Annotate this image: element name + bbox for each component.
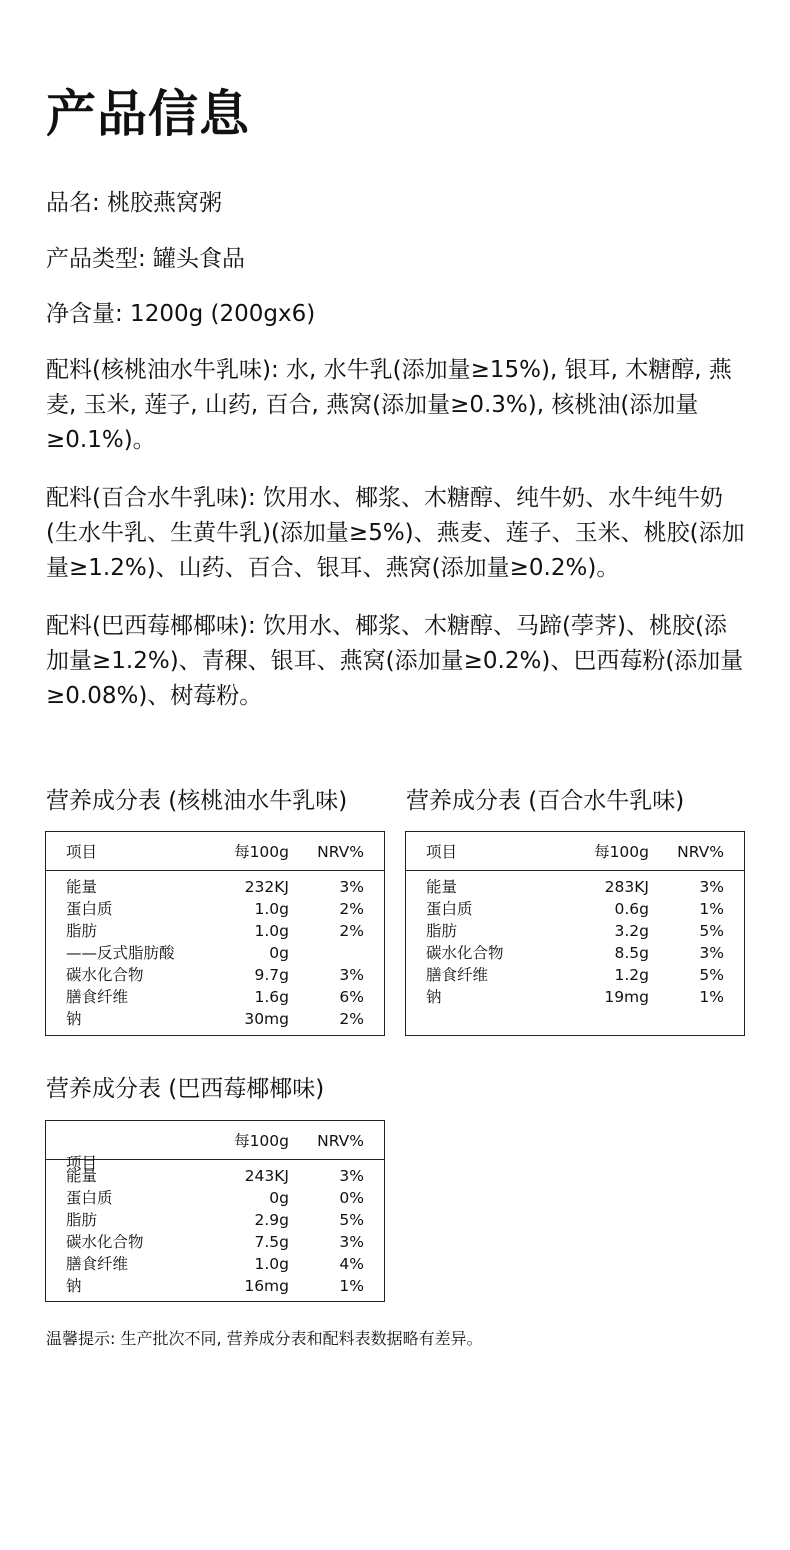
row-value: 0g (269, 1189, 289, 1207)
product-name: 品名: 桃胶燕窝粥 (46, 190, 223, 216)
row-nrv: 2% (339, 922, 364, 940)
nutrition-table-title-lily: 营养成分表 (百合水牛乳味) (406, 788, 685, 814)
row-name: 蛋白质 (66, 900, 113, 918)
table-row (406, 986, 744, 1008)
row-name: 碳水化合物 (66, 966, 144, 984)
row-name: 钠 (66, 1010, 82, 1028)
table-row (46, 942, 384, 964)
row-value: 7.5g (254, 1233, 289, 1251)
row-value: 243KJ (244, 1167, 289, 1185)
row-name: ——反式脂肪酸 (66, 944, 175, 962)
header-nrv: NRV% (317, 1132, 364, 1150)
row-value: 19mg (604, 988, 649, 1006)
nutrition-table-acai (45, 1120, 385, 1302)
nutrition-table-title-walnut: 营养成分表 (核桃油水牛乳味) (46, 788, 348, 814)
row-nrv: 3% (339, 1233, 364, 1251)
table-row (406, 942, 744, 964)
row-nrv: 1% (699, 900, 724, 918)
row-name: 碳水化合物 (426, 944, 504, 962)
table-row (46, 986, 384, 1008)
row-name: 能量 (426, 878, 458, 896)
row-value: 16mg (244, 1277, 289, 1295)
header-per100g: 每100g (594, 843, 649, 861)
row-value: 9.7g (254, 966, 289, 984)
table-row (46, 920, 384, 942)
nutrition-table-walnut (45, 831, 385, 1036)
row-name: 能量 (66, 878, 98, 896)
ingredients-lily-buffalo-milk: 配料(百合水牛乳味): 饮用水、椰浆、木糖醇、纯牛奶、水牛纯牛奶(生水牛乳、生黄牛乳)(添加量≥5%)、燕麦、莲子、玉米、桃胶(添加量≥1.2%)、山药、百合、银耳、燕窝(添加量≥0.2%)。 (46, 485, 745, 581)
row-nrv: 1% (339, 1277, 364, 1295)
row-name: 蛋白质 (66, 1189, 113, 1207)
table-row (46, 1253, 384, 1275)
row-value: 8.5g (614, 944, 649, 962)
ingredients-acai-coconut: 配料(巴西莓椰椰味): 饮用水、椰浆、木糖醇、马蹄(荸荠)、桃胶(添加量≥1.2%)、青稞、银耳、燕窝(添加量≥0.2%)、巴西莓粉(添加量≥0.08%)、树莓粉。 (46, 613, 744, 709)
table-row (46, 1165, 384, 1187)
table-header (406, 832, 744, 871)
net-content: 净含量: 1200g (200gx6) (46, 301, 316, 327)
table-row (406, 964, 744, 986)
nutrition-table-lily (405, 831, 745, 1036)
row-name: 脂肪 (426, 922, 458, 940)
row-nrv: 5% (699, 966, 724, 984)
table-row (46, 1187, 384, 1209)
row-nrv: 5% (339, 1211, 364, 1229)
row-nrv: 0% (339, 1189, 364, 1207)
row-nrv: 3% (699, 878, 724, 896)
row-nrv: 3% (339, 1167, 364, 1185)
table-header (46, 1121, 384, 1172)
row-name: 钠 (66, 1277, 82, 1295)
row-value: 0.6g (614, 900, 649, 918)
row-nrv: 3% (339, 878, 364, 896)
table-row (406, 920, 744, 942)
row-name: 能量 (66, 1167, 98, 1185)
row-nrv: 5% (699, 922, 724, 940)
table-row (46, 876, 384, 898)
row-name: 蛋白质 (426, 900, 473, 918)
header-item: 项目 (66, 843, 98, 861)
row-name: 钠 (426, 988, 442, 1006)
nutrition-table-title-acai: 营养成分表 (巴西莓椰椰味) (46, 1076, 325, 1102)
page-title: 产品信息 (46, 85, 250, 143)
table-row (46, 1209, 384, 1231)
row-value: 1.0g (254, 900, 289, 918)
table-row (406, 876, 744, 898)
row-name: 脂肪 (66, 922, 98, 940)
row-name: 膳食纤维 (66, 1255, 129, 1273)
row-name: 碳水化合物 (66, 1233, 144, 1251)
row-nrv: 1% (699, 988, 724, 1006)
table-row (46, 1008, 384, 1030)
row-nrv: 3% (339, 966, 364, 984)
header-per100g: 每100g (234, 1132, 289, 1150)
header-nrv: NRV% (317, 843, 364, 861)
row-nrv: 3% (699, 944, 724, 962)
table-row (46, 1231, 384, 1253)
batch-notice: 温馨提示: 生产批次不同, 营养成分表和配料表数据略有差异。 (46, 1329, 483, 1348)
row-value: 3.2g (614, 922, 649, 940)
product-type: 产品类型: 罐头食品 (46, 246, 246, 272)
row-value: 232KJ (244, 878, 289, 896)
row-value: 1.2g (614, 966, 649, 984)
row-value: 30mg (244, 1010, 289, 1028)
row-value: 0g (269, 944, 289, 962)
table-header (46, 832, 384, 871)
ingredients-walnut-buffalo-milk: 配料(核桃油水牛乳味): 水, 水牛乳(添加量≥15%), 银耳, 木糖醇, 燕麦, 玉米, 莲子, 山药, 百合, 燕窝(添加量≥0.3%), 核桃油(添加量≥0.1%)。 (46, 357, 732, 453)
table-row (406, 898, 744, 920)
table-row (46, 898, 384, 920)
row-nrv: 4% (339, 1255, 364, 1273)
row-name: 脂肪 (66, 1211, 98, 1229)
row-value: 1.0g (254, 922, 289, 940)
header-item: 项目 (66, 1154, 98, 1172)
row-name: 膳食纤维 (66, 988, 129, 1006)
row-nrv: 2% (339, 1010, 364, 1028)
row-nrv: 6% (339, 988, 364, 1006)
row-value: 283KJ (604, 878, 649, 896)
row-value: 2.9g (254, 1211, 289, 1229)
header-per100g: 每100g (234, 843, 289, 861)
header-item: 项目 (426, 843, 458, 861)
row-value: 1.6g (254, 988, 289, 1006)
row-name: 膳食纤维 (426, 966, 489, 984)
header-nrv: NRV% (677, 843, 724, 861)
row-value: 1.0g (254, 1255, 289, 1273)
table-row (46, 1275, 384, 1297)
table-row (46, 964, 384, 986)
row-nrv: 2% (339, 900, 364, 918)
